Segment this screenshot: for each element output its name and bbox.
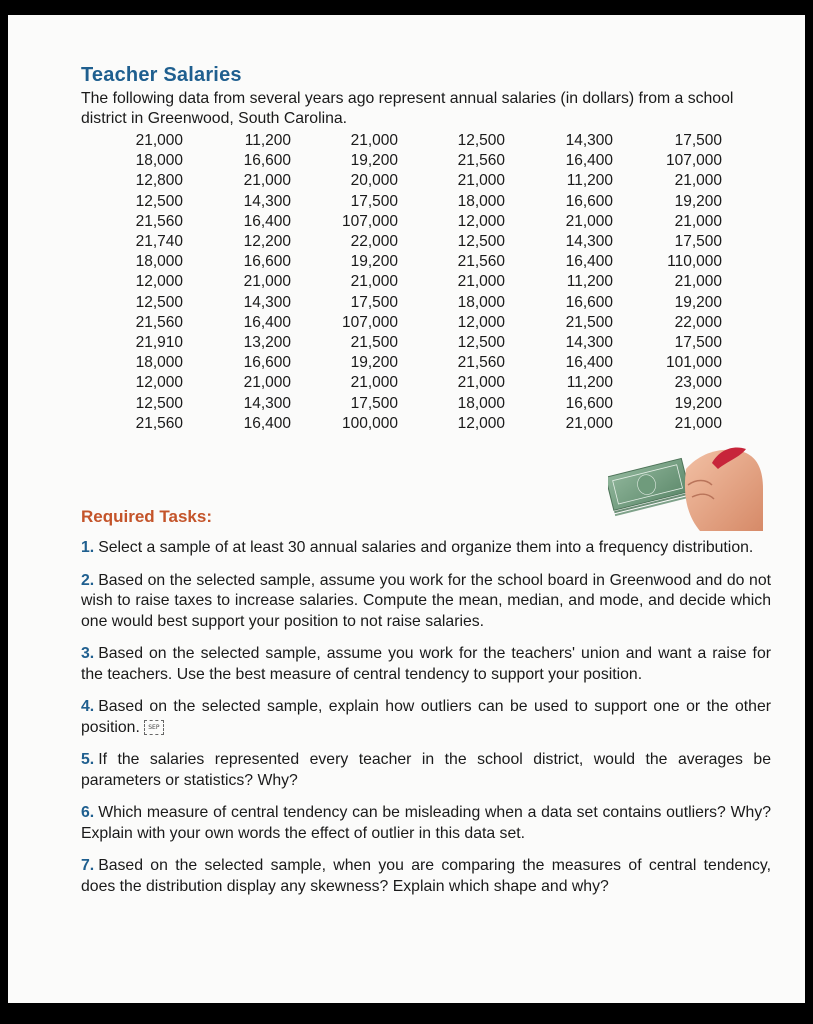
salary-cell: 19,200 bbox=[350, 354, 398, 372]
task-number: 3. bbox=[81, 645, 95, 662]
salary-cell: 21,560 bbox=[135, 212, 183, 230]
salary-cell: 16,600 bbox=[243, 253, 291, 271]
salary-cell: 16,400 bbox=[565, 354, 613, 372]
salary-row bbox=[126, 293, 722, 313]
salary-cell: 12,000 bbox=[457, 212, 505, 230]
salary-row bbox=[126, 394, 722, 414]
task-text: Based on the selected sample, when you are comparing the measures of central tendency, does the distribution display any skewness? Explain which shape and why? bbox=[81, 857, 771, 895]
salary-cell: 19,200 bbox=[674, 192, 722, 210]
salary-cell: 18,000 bbox=[135, 253, 183, 271]
salary-cell: 16,600 bbox=[243, 354, 291, 372]
page-title: Teacher Salaries bbox=[81, 64, 242, 86]
document-page bbox=[8, 15, 805, 1003]
salary-cell: 12,000 bbox=[135, 374, 183, 392]
salary-cell: 21,000 bbox=[457, 172, 505, 190]
salary-cell: 19,200 bbox=[350, 253, 398, 271]
task-number: 4. bbox=[81, 698, 95, 715]
salary-row bbox=[126, 171, 722, 191]
salary-cell: 17,500 bbox=[350, 293, 398, 311]
salary-cell: 12,800 bbox=[135, 172, 183, 190]
salary-cell: 21,500 bbox=[350, 334, 398, 352]
salary-cell: 17,500 bbox=[674, 233, 722, 251]
salary-row bbox=[126, 212, 722, 232]
salary-cell: 12,500 bbox=[135, 293, 183, 311]
salary-cell: 21,000 bbox=[243, 172, 291, 190]
salary-cell: 12,000 bbox=[457, 414, 505, 432]
salary-cell: 12,000 bbox=[457, 313, 505, 331]
salary-cell: 21,000 bbox=[350, 374, 398, 392]
task-item bbox=[81, 538, 771, 559]
salary-cell: 21,000 bbox=[674, 212, 722, 230]
salary-cell: 21,000 bbox=[135, 132, 183, 149]
salary-cell: 16,400 bbox=[565, 152, 613, 170]
salary-cell: 12,500 bbox=[457, 233, 505, 251]
salary-row bbox=[126, 151, 722, 171]
salary-cell: 12,500 bbox=[135, 394, 183, 412]
salary-cell: 21,000 bbox=[565, 212, 613, 230]
task-number: 5. bbox=[81, 751, 95, 768]
salary-cell: 11,200 bbox=[566, 273, 613, 291]
salary-cell: 21,560 bbox=[457, 354, 505, 372]
salary-cell: 14,300 bbox=[243, 394, 291, 412]
salary-row bbox=[126, 131, 722, 151]
task-item bbox=[81, 571, 771, 633]
salary-cell: 12,500 bbox=[457, 334, 505, 352]
salary-cell: 21,500 bbox=[565, 313, 613, 331]
salary-row bbox=[126, 313, 722, 333]
task-item bbox=[81, 750, 771, 791]
salary-cell: 14,300 bbox=[565, 233, 613, 251]
salary-cell: 107,000 bbox=[341, 212, 398, 230]
salary-cell: 21,000 bbox=[243, 374, 291, 392]
task-text: Based on the selected sample, assume you work for the teachers' union and want a raise for the teachers. Use the best measure of central tendency to support your position. bbox=[81, 645, 771, 683]
salary-cell: 16,400 bbox=[243, 212, 291, 230]
tasks-heading: Required Tasks: bbox=[81, 507, 213, 526]
salary-cell: 101,000 bbox=[665, 354, 722, 372]
salary-cell: 12,000 bbox=[135, 273, 183, 291]
salary-cell: 17,500 bbox=[350, 192, 398, 210]
task-item bbox=[81, 644, 771, 685]
salary-cell: 21,000 bbox=[350, 132, 398, 149]
task-item bbox=[81, 803, 771, 844]
salary-cell: 110,000 bbox=[667, 253, 722, 271]
salary-cell: 16,400 bbox=[243, 313, 291, 331]
salary-table bbox=[126, 131, 722, 434]
salary-row bbox=[126, 353, 722, 373]
salary-cell: 107,000 bbox=[665, 152, 722, 170]
salary-cell: 21,000 bbox=[674, 273, 722, 291]
task-text: Based on the selected sample, explain how outliers can be used to support one or the other position. bbox=[81, 698, 771, 736]
salary-cell: 19,200 bbox=[674, 293, 722, 311]
salary-cell: 14,300 bbox=[565, 334, 613, 352]
salary-cell: 19,200 bbox=[350, 152, 398, 170]
salary-cell: 21,000 bbox=[457, 374, 505, 392]
salary-cell: 12,500 bbox=[135, 192, 183, 210]
salary-row bbox=[126, 252, 722, 272]
salary-cell: 21,000 bbox=[243, 273, 291, 291]
salary-cell: 19,200 bbox=[674, 394, 722, 412]
salary-cell: 21,000 bbox=[350, 273, 398, 291]
task-text: Based on the selected sample, assume you work for the school board in Greenwood and do not wish to raise taxes to increase salaries. Compute the mean, median, and mode, and decide which one would best support your position to not raise salaries. bbox=[81, 571, 771, 630]
task-item bbox=[81, 697, 771, 738]
salary-cell: 21,000 bbox=[565, 414, 613, 432]
salary-cell: 16,600 bbox=[565, 394, 613, 412]
salary-cell: 22,000 bbox=[674, 313, 722, 331]
salary-cell: 18,000 bbox=[135, 152, 183, 170]
salary-cell: 23,000 bbox=[674, 374, 722, 392]
task-number: 2. bbox=[81, 571, 95, 589]
salary-row bbox=[126, 373, 722, 393]
task-number: 6. bbox=[81, 804, 95, 821]
salary-cell: 18,000 bbox=[457, 394, 505, 412]
intro-paragraph: The following data from several years ago represent annual salaries (in dollars) from a school district in Greenwood, South Carolina. bbox=[81, 90, 734, 127]
salary-cell: 14,300 bbox=[243, 192, 291, 210]
salary-cell: 12,500 bbox=[457, 132, 505, 149]
salary-row bbox=[126, 232, 722, 252]
salary-cell: 11,200 bbox=[566, 172, 613, 190]
money-hand-image bbox=[608, 439, 763, 531]
salary-cell: 18,000 bbox=[135, 354, 183, 372]
salary-cell: 21,560 bbox=[135, 313, 183, 331]
salary-cell: 17,500 bbox=[350, 394, 398, 412]
salary-cell: 12,200 bbox=[243, 233, 291, 251]
salary-cell: 107,000 bbox=[341, 313, 398, 331]
salary-cell: 100,000 bbox=[341, 414, 398, 432]
salary-cell: 11,200 bbox=[244, 132, 291, 149]
task-text: Which measure of central tendency can be misleading when a data set contains outliers? Why? Explain with your own words the effect of outlier in this data set. bbox=[81, 804, 771, 842]
salary-cell: 17,500 bbox=[674, 132, 722, 149]
task-text: If the salaries represented every teacher in the school district, would the averages be parameters or statistics? Why? bbox=[81, 751, 771, 789]
salary-row bbox=[126, 333, 722, 353]
salary-row bbox=[126, 414, 722, 434]
salary-cell: 13,200 bbox=[243, 334, 291, 352]
salary-cell: 21,000 bbox=[674, 414, 722, 432]
salary-cell: 18,000 bbox=[457, 293, 505, 311]
salary-cell: 16,600 bbox=[565, 192, 613, 210]
salary-cell: 20,000 bbox=[350, 172, 398, 190]
salary-cell: 17,500 bbox=[674, 334, 722, 352]
task-text: Select a sample of at least 30 annual salaries and organize them into a frequency distribution. bbox=[98, 539, 754, 556]
salary-cell: 21,560 bbox=[135, 414, 183, 432]
salary-cell: 14,300 bbox=[243, 293, 291, 311]
task-number: 1. bbox=[81, 539, 95, 556]
salary-row bbox=[126, 272, 722, 292]
salary-cell: 16,400 bbox=[243, 414, 291, 432]
salary-cell: 21,910 bbox=[135, 334, 183, 352]
salary-cell: 18,000 bbox=[457, 192, 505, 210]
task-number: 7. bbox=[81, 857, 95, 874]
salary-cell: 16,600 bbox=[243, 152, 291, 170]
salary-cell: 21,740 bbox=[135, 233, 183, 251]
salary-cell: 21,560 bbox=[457, 253, 505, 271]
salary-cell: 14,300 bbox=[565, 132, 613, 149]
salary-cell: 21,000 bbox=[457, 273, 505, 291]
salary-row bbox=[126, 192, 722, 212]
sep-icon: SEP bbox=[144, 720, 164, 735]
salary-cell: 21,000 bbox=[674, 172, 722, 190]
salary-cell: 11,200 bbox=[566, 374, 613, 392]
salary-cell: 21,560 bbox=[457, 152, 505, 170]
tasks-list bbox=[81, 538, 771, 909]
salary-cell: 16,400 bbox=[565, 253, 613, 271]
task-item bbox=[81, 856, 771, 897]
salary-cell: 16,600 bbox=[565, 293, 613, 311]
salary-cell: 22,000 bbox=[350, 233, 398, 251]
